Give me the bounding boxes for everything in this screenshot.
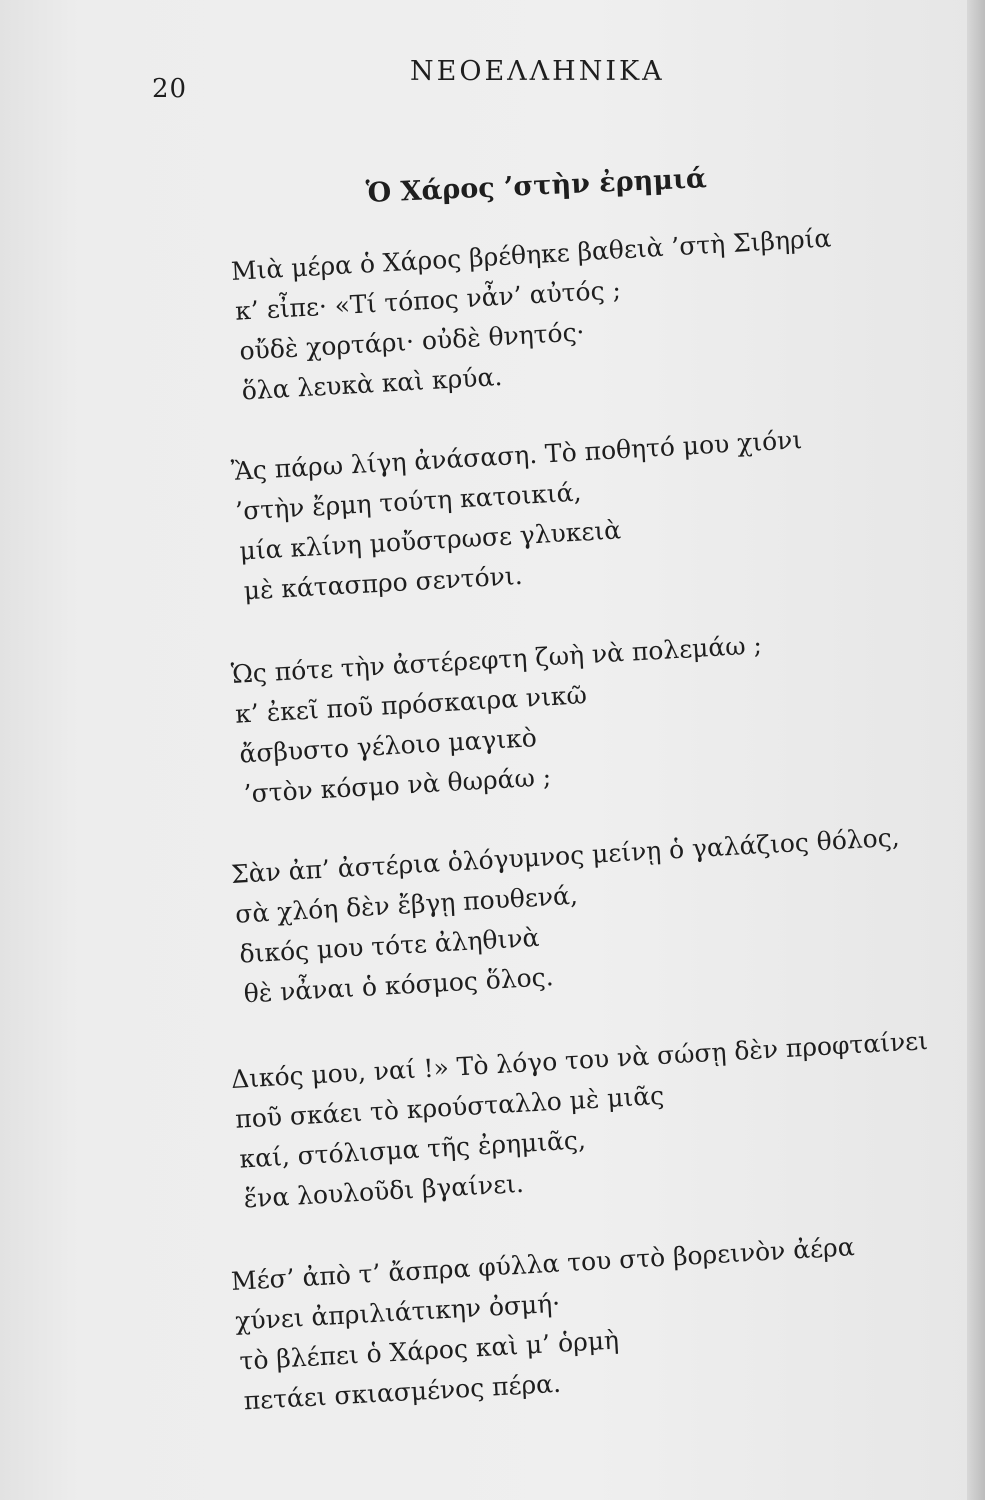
verse-line: Σὰν ἀπ’ ἀστέρια ὁλόγυμνος μείνῃ ὁ γαλάζιος θόλος, xyxy=(230,822,901,889)
verse-line: ὅλα λευκὰ καὶ κρύα. xyxy=(240,362,503,406)
verse-line: πετάει σκιασμένος πέρα. xyxy=(242,1368,562,1416)
verse-line: δικός μου τότε ἀληθινὰ xyxy=(238,922,541,969)
verse-line: ἕνα λουλοῦδι βγαίνει. xyxy=(242,1168,525,1214)
stanza-5 xyxy=(230,1021,936,1220)
verse-line: μία κλίνη μοὔστρωσε γλυκειὰ xyxy=(238,515,622,566)
verse-line: κ’ εἶπε· «Τί τόπος νἆν’ αὐτός ; xyxy=(234,275,622,326)
running-head: ΝΕΟΕΛΛΗΝΙΚΑ xyxy=(410,56,665,87)
verse-line: χύνει ἀπριλιάτικην ὀσμή· xyxy=(234,1288,561,1336)
stanza-2 xyxy=(230,420,810,612)
verse-line: Μέσ’ ἀπὸ τ’ ἄσπρα φύλλα του στὸ βορεινὸν ἀέρα xyxy=(230,1232,856,1296)
verse-line: οὔδὲ χορτάρι· οὐδὲ θνητός· xyxy=(238,317,586,366)
stanza-3 xyxy=(230,625,770,814)
stanza-1 xyxy=(230,218,839,411)
verse-line: Ἂς πάρω λίγη ἀνάσαση. Τὸ ποθητό μου χιόνι xyxy=(230,425,803,486)
verse-line: Ὡς πότε τὴν ἀστέρεφτη ζωὴ νὰ πολεμάω ; xyxy=(230,630,763,689)
page-number: 20 xyxy=(152,74,188,104)
verse-line: ’στὴν ἔρμη τούτη κατοικιά, xyxy=(234,477,583,526)
verse-line: κ’ ἐκεῖ ποῦ πρόσκαιρα νικῶ xyxy=(234,680,588,729)
stanza-6 xyxy=(230,1227,862,1422)
verse-line: καί, στόλισμα τῆς ἐρημιᾶς, xyxy=(238,1125,587,1174)
page-edge xyxy=(967,0,985,1500)
verse-line: ’στὸν κόσμο νὰ θωράω ; xyxy=(242,762,552,809)
poem-title: Ὁ Χάρος ’στὴν ἐρημιά xyxy=(365,163,708,209)
verse-line: μὲ κάτασπρο σεντόνι. xyxy=(242,560,524,606)
verse-line: ποῦ σκάει τὸ κρούσταλλο μὲ μιᾶς xyxy=(234,1080,665,1134)
stanza-4 xyxy=(230,818,907,1015)
verse-line: σὰ χλόη δὲν ἔβγῃ πουθενά, xyxy=(234,880,579,929)
verse-line: ἄσβυστο γέλοιο μαγικὸ xyxy=(238,723,538,769)
verse-line: θὲ νἆναι ὁ κόσμος ὅλος. xyxy=(242,962,555,1009)
verse-line: Μιὰ μέρα ὁ Χάρος βρέθηκε βαθειὰ ’στὴ Σιβηρία xyxy=(230,223,832,286)
verse-line: Δικός μου, ναί !» Τὸ λόγο του νὰ σώσῃ δὲν προφταίνει xyxy=(230,1026,929,1094)
verse-line: τὸ βλέπει ὁ Χάρος καὶ μ’ ὁρμὴ xyxy=(238,1325,620,1376)
